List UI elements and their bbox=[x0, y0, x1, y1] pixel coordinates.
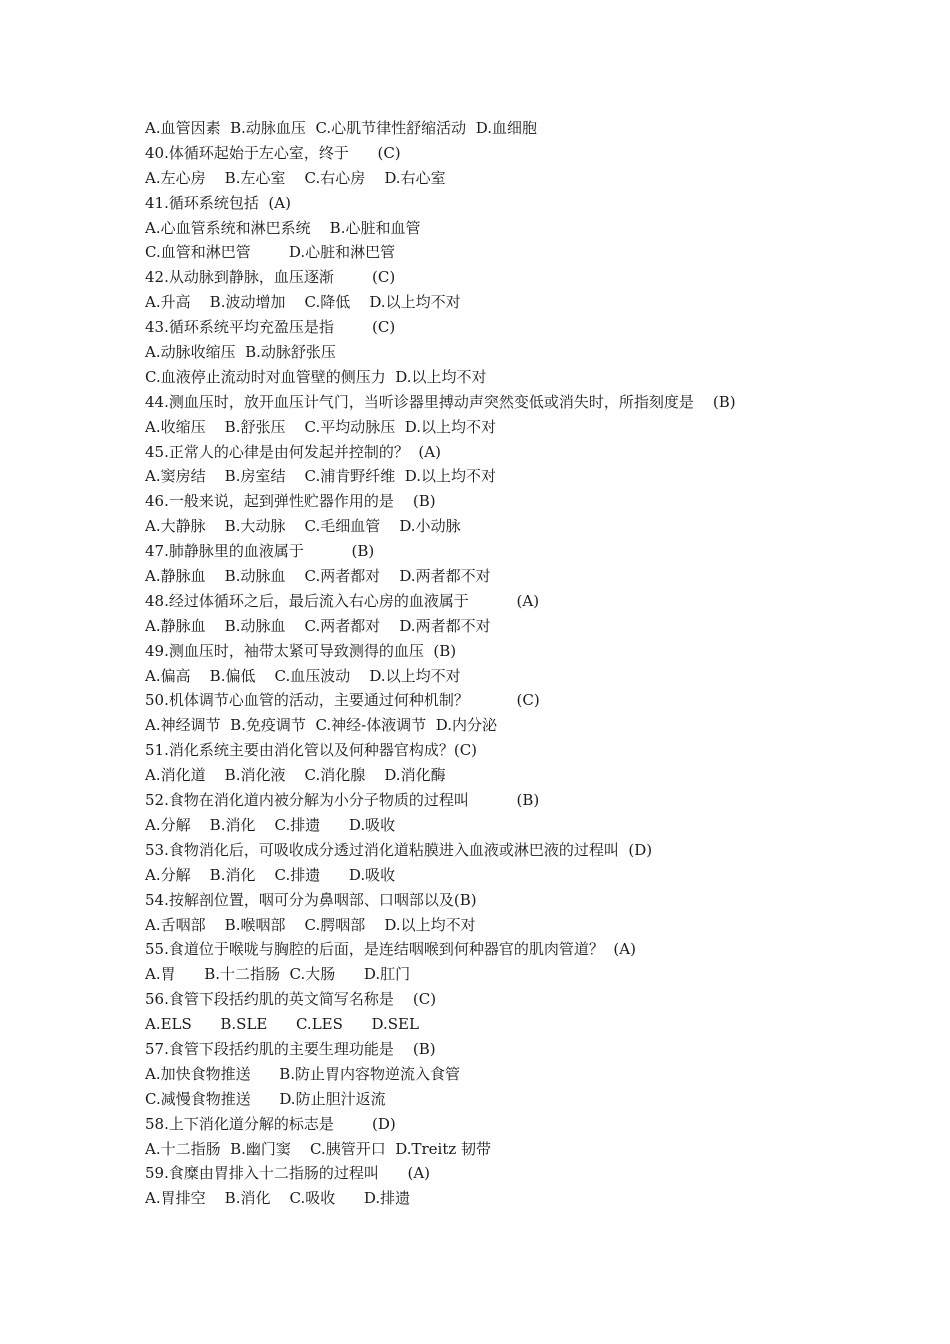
options-line: A.ELS B.SLE C.LES D.SEL bbox=[145, 1015, 419, 1034]
question-line: 54.按解剖位置，咽可分为鼻咽部、口咽部以及(B) bbox=[145, 890, 477, 909]
question-line: 41.循环系统包括 (A) bbox=[145, 193, 291, 212]
options-line: A.升高 B.波动增加 C.降低 D.以上均不对 bbox=[145, 293, 461, 312]
options-line: C.血管和淋巴管 D.心脏和淋巴管 bbox=[145, 243, 396, 262]
question-line: 42.从动脉到静脉，血压逐渐 (C) bbox=[145, 268, 396, 287]
question-line: 51.消化系统主要由消化管以及何种器官构成？(C) bbox=[145, 741, 478, 760]
options-line: C.减慢食物推送 D.防止胆汁返流 bbox=[145, 1089, 386, 1108]
options-line: A.静脉血 B.动脉血 C.两者都对 D.两者都不对 bbox=[145, 616, 491, 635]
question-line: 58.上下消化道分解的标志是 (D) bbox=[145, 1114, 396, 1133]
question-line: 45.正常人的心律是由何发起并控制的？ (A) bbox=[145, 442, 441, 461]
question-line: 53.食物消化后，可吸收成分透过消化道粘膜进入血液或淋巴液的过程叫 (D) bbox=[145, 840, 653, 859]
question-line: 46.一般来说，起到弹性贮器作用的是 (B) bbox=[145, 492, 436, 511]
options-line: A.胃排空 B.消化 C.吸收 D.排遗 bbox=[145, 1189, 411, 1208]
options-line: A.心血管系统和淋巴系统 B.心脏和血管 bbox=[145, 218, 421, 237]
options-line: A.收缩压 B.舒张压 C.平均动脉压 D.以上均不对 bbox=[145, 417, 497, 436]
options-line: A.左心房 B.左心室 C.右心房 D.右心室 bbox=[145, 168, 446, 187]
question-line: 57.食管下段括约肌的主要生理功能是 (B) bbox=[145, 1039, 436, 1058]
question-line: 43.循环系统平均充盈压是指 (C) bbox=[145, 318, 396, 337]
question-line: 47.肺静脉里的血液属于 (B) bbox=[145, 542, 375, 561]
question-line: 50.机体调节心血管的活动，主要通过何种机制？ (C) bbox=[145, 691, 540, 710]
question-line: 48.经过体循环之后，最后流入右心房的血液属于 (A) bbox=[145, 591, 540, 610]
options-line: A.偏高 B.偏低 C.血压波动 D.以上均不对 bbox=[145, 666, 461, 685]
options-line: A.窦房结 B.房室结 C.浦肯野纤维 D.以上均不对 bbox=[145, 467, 497, 486]
question-line: 40.体循环起始于左心室，终于 (C) bbox=[145, 143, 401, 162]
question-line: 55.食道位于喉咙与胸腔的后面，是连结咽喉到何种器官的肌肉管道？ (A) bbox=[145, 940, 636, 959]
options-line: A.神经调节 B.免疫调节 C.神经-体液调节 D.内分泌 bbox=[145, 716, 498, 735]
options-line: A.动脉收缩压 B.动脉舒张压 bbox=[145, 343, 336, 362]
options-line: A.胃 B.十二指肠 C.大肠 D.肛门 bbox=[145, 965, 411, 984]
question-line: 59.食糜由胃排入十二指肠的过程叫 (A) bbox=[145, 1164, 431, 1183]
options-line: A.加快食物推送 B.防止胃内容物逆流入食管 bbox=[145, 1064, 461, 1083]
options-line: A.分解 B.消化 C.排遗 D.吸收 bbox=[145, 865, 396, 884]
options-line: A.分解 B.消化 C.排遗 D.吸收 bbox=[145, 815, 396, 834]
text-line: A.血管因素 B.动脉血压 C.心肌节律性舒缩活动 D.血细胞 bbox=[145, 119, 537, 137]
options-line: A.大静脉 B.大动脉 C.毛细血管 D.小动脉 bbox=[145, 517, 461, 536]
question-line: 49.测血压时，袖带太紧可导致测得的血压 (B) bbox=[145, 641, 457, 660]
question-line: 44.测血压时，放开血压计气门，当听诊器里搏动声突然变低或消失时，所指刻度是 (B) bbox=[145, 392, 736, 411]
question-line: 52.食物在消化道内被分解为小分子物质的过程叫 (B) bbox=[145, 791, 540, 810]
question-line: 56.食管下段括约肌的英文简写名称是 (C) bbox=[145, 990, 437, 1009]
options-line: A.消化道 B.消化液 C.消化腺 D.消化酶 bbox=[145, 766, 446, 785]
options-line: C.血液停止流动时对血管壁的侧压力 D.以上均不对 bbox=[145, 367, 487, 386]
options-line: A.十二指肠 B.幽门窦 C.胰管开口 D.Treitz 韧带 bbox=[145, 1139, 492, 1158]
options-line: A.舌咽部 B.喉咽部 C.腭咽部 D.以上均不对 bbox=[145, 915, 476, 934]
options-line: A.静脉血 B.动脉血 C.两者都对 D.两者都不对 bbox=[145, 567, 491, 586]
question-list bbox=[145, 116, 845, 1211]
